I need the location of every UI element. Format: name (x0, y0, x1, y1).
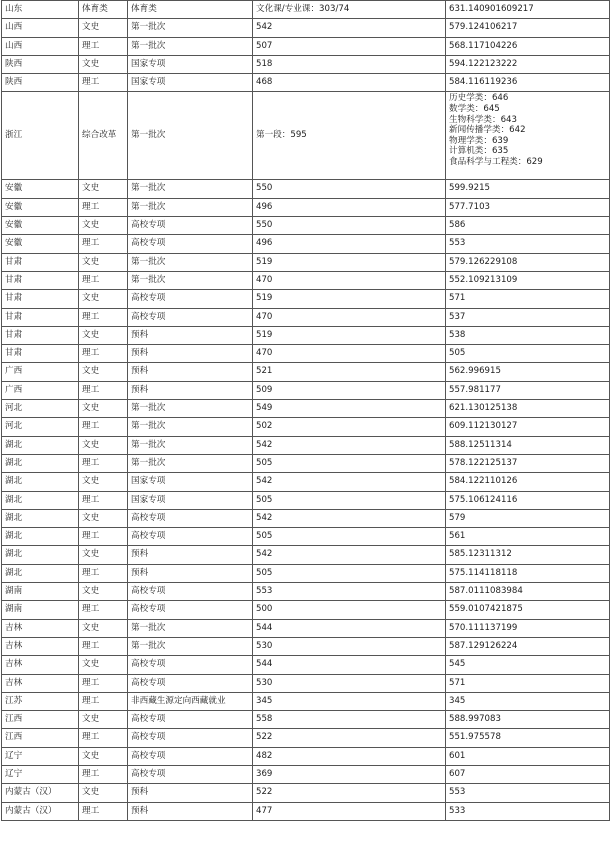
subject-type-cell: 理工 (79, 601, 128, 619)
province-cell: 湖北 (2, 528, 79, 546)
control-line-cell: 530 (253, 637, 446, 655)
province-cell: 江苏 (2, 692, 79, 710)
admission-score-cell: 584.122110126 (446, 473, 610, 491)
province-cell: 吉林 (2, 674, 79, 692)
province-cell: 内蒙古（汉） (2, 784, 79, 802)
table-row (2, 674, 610, 692)
admission-score-cell: 585.12311312 (446, 546, 610, 564)
table-row (2, 37, 610, 55)
table-row (2, 656, 610, 674)
admission-score-cell: 505 (446, 345, 610, 363)
batch-cell: 高校专项 (128, 729, 253, 747)
admission-score-cell: 607 (446, 765, 610, 783)
control-line-cell: 542 (253, 19, 446, 37)
batch-cell: 第一批次 (128, 198, 253, 216)
batch-cell: 第一批次 (128, 180, 253, 198)
table-row (2, 509, 610, 527)
control-line-cell: 468 (253, 74, 446, 92)
table-row (2, 345, 610, 363)
admission-score-cell: 588.997083 (446, 711, 610, 729)
admission-score-cell: 562.996915 (446, 363, 610, 381)
subject-type-cell: 体育类 (79, 1, 128, 19)
table-row (2, 418, 610, 436)
province-cell: 湖北 (2, 509, 79, 527)
batch-cell: 第一批次 (128, 92, 253, 180)
province-cell: 甘肃 (2, 308, 79, 326)
control-line-cell: 505 (253, 491, 446, 509)
subject-type-cell: 综合改革 (79, 92, 128, 180)
table-row (2, 436, 610, 454)
admission-score-cell: 579.126229108 (446, 253, 610, 271)
table-row (2, 217, 610, 235)
admission-score-cell: 552.109213109 (446, 271, 610, 289)
table-row (2, 253, 610, 271)
batch-cell: 高校专项 (128, 528, 253, 546)
table-row (2, 19, 610, 37)
table-row (2, 583, 610, 601)
control-line-cell: 518 (253, 55, 446, 73)
major-scores-cell (446, 92, 610, 180)
table-row (2, 198, 610, 216)
subject-type-cell: 文史 (79, 784, 128, 802)
control-line-cell: 519 (253, 326, 446, 344)
control-line-cell: 550 (253, 217, 446, 235)
province-cell: 江西 (2, 711, 79, 729)
control-line-cell: 509 (253, 381, 446, 399)
admission-score-table (1, 0, 610, 821)
province-cell: 甘肃 (2, 253, 79, 271)
admission-score-cell: 579 (446, 509, 610, 527)
admission-score-cell: 538 (446, 326, 610, 344)
major-score-line: 计算机类：635 (449, 146, 509, 157)
batch-cell: 第一批次 (128, 37, 253, 55)
batch-cell: 第一批次 (128, 400, 253, 418)
admission-score-cell: 588.12511314 (446, 436, 610, 454)
table-row (2, 290, 610, 308)
table-row (2, 619, 610, 637)
control-line-cell: 530 (253, 674, 446, 692)
subject-type-cell: 文史 (79, 217, 128, 235)
table-row (2, 473, 610, 491)
admission-score-cell: 561 (446, 528, 610, 546)
table-row (2, 55, 610, 73)
batch-cell: 高校专项 (128, 711, 253, 729)
table-row (2, 711, 610, 729)
batch-cell: 高校专项 (128, 674, 253, 692)
major-score-line: 生物科学类：643 (449, 114, 517, 125)
control-line-cell: 542 (253, 473, 446, 491)
admission-score-cell: 577.7103 (446, 198, 610, 216)
batch-cell: 预科 (128, 363, 253, 381)
control-line-cell: 542 (253, 509, 446, 527)
control-line-cell: 505 (253, 528, 446, 546)
subject-type-cell: 文史 (79, 711, 128, 729)
admission-score-cell: 545 (446, 656, 610, 674)
subject-type-cell: 文史 (79, 400, 128, 418)
subject-type-cell: 理工 (79, 74, 128, 92)
province-cell: 湖南 (2, 583, 79, 601)
province-cell: 甘肃 (2, 326, 79, 344)
province-cell: 山西 (2, 37, 79, 55)
subject-type-cell: 理工 (79, 308, 128, 326)
table-row (2, 454, 610, 472)
province-cell: 陕西 (2, 55, 79, 73)
table-row (2, 528, 610, 546)
admission-score-cell: 553 (446, 235, 610, 253)
province-cell: 广西 (2, 363, 79, 381)
major-score-line: 物理学类：639 (449, 135, 509, 146)
subject-type-cell: 理工 (79, 418, 128, 436)
control-line-cell: 496 (253, 198, 446, 216)
table-row (2, 747, 610, 765)
subject-type-cell: 文史 (79, 509, 128, 527)
subject-type-cell: 理工 (79, 802, 128, 820)
admission-score-cell: 575.114118118 (446, 564, 610, 582)
province-cell: 安徽 (2, 217, 79, 235)
subject-type-cell: 文史 (79, 473, 128, 491)
batch-cell: 第一批次 (128, 619, 253, 637)
admission-score-cell: 537 (446, 308, 610, 326)
admission-score-cell: 587.129126224 (446, 637, 610, 655)
table-row (2, 180, 610, 198)
batch-cell: 预科 (128, 802, 253, 820)
table-row (2, 491, 610, 509)
province-cell: 江西 (2, 729, 79, 747)
control-line-cell: 519 (253, 290, 446, 308)
province-cell: 湖北 (2, 546, 79, 564)
province-cell: 湖北 (2, 564, 79, 582)
table-row (2, 729, 610, 747)
table-row-zhejiang (2, 92, 610, 180)
province-cell: 河北 (2, 418, 79, 436)
control-line-cell: 519 (253, 253, 446, 271)
subject-type-cell: 文史 (79, 253, 128, 271)
subject-type-cell: 理工 (79, 345, 128, 363)
table-row (2, 235, 610, 253)
table-row (2, 1, 610, 19)
batch-cell: 预科 (128, 784, 253, 802)
province-cell: 湖北 (2, 436, 79, 454)
province-cell: 甘肃 (2, 271, 79, 289)
subject-type-cell: 理工 (79, 198, 128, 216)
subject-type-cell: 理工 (79, 491, 128, 509)
admission-score-cell: 601 (446, 747, 610, 765)
admission-score-cell: 587.0111083984 (446, 583, 610, 601)
admission-score-cell: 571 (446, 290, 610, 308)
batch-cell: 高校专项 (128, 235, 253, 253)
table-row (2, 546, 610, 564)
batch-cell: 高校专项 (128, 509, 253, 527)
table-row (2, 802, 610, 820)
control-line-cell: 542 (253, 546, 446, 564)
major-score-line: 新闻传播学类：642 (449, 125, 526, 136)
admission-score-cell: 557.981177 (446, 381, 610, 399)
control-line-cell: 522 (253, 729, 446, 747)
table-row (2, 564, 610, 582)
admission-score-cell: 609.112130127 (446, 418, 610, 436)
subject-type-cell: 文史 (79, 180, 128, 198)
subject-type-cell: 理工 (79, 692, 128, 710)
batch-cell: 第一批次 (128, 436, 253, 454)
province-cell: 吉林 (2, 619, 79, 637)
province-cell: 山西 (2, 19, 79, 37)
major-score-line: 数学类：645 (449, 104, 500, 115)
subject-type-cell: 文史 (79, 546, 128, 564)
subject-type-cell: 理工 (79, 37, 128, 55)
subject-type-cell: 文史 (79, 326, 128, 344)
province-cell: 甘肃 (2, 290, 79, 308)
batch-cell: 体育类 (128, 1, 253, 19)
table-row (2, 326, 610, 344)
province-cell: 山东 (2, 1, 79, 19)
control-line-cell: 482 (253, 747, 446, 765)
subject-type-cell: 理工 (79, 235, 128, 253)
batch-cell: 第一批次 (128, 454, 253, 472)
admission-score-cell: 586 (446, 217, 610, 235)
control-line-cell: 507 (253, 37, 446, 55)
province-cell: 甘肃 (2, 345, 79, 363)
control-line-cell: 544 (253, 656, 446, 674)
province-cell: 内蒙古（汉） (2, 802, 79, 820)
subject-type-cell: 理工 (79, 381, 128, 399)
admission-score-cell: 631.140901609217 (446, 1, 610, 19)
table-row (2, 637, 610, 655)
admission-score-cell: 568.117104226 (446, 37, 610, 55)
subject-type-cell: 文史 (79, 619, 128, 637)
control-line-cell: 345 (253, 692, 446, 710)
admission-score-cell: 621.130125138 (446, 400, 610, 418)
province-cell: 安徽 (2, 198, 79, 216)
subject-type-cell: 理工 (79, 637, 128, 655)
batch-cell: 高校专项 (128, 656, 253, 674)
control-line-cell: 544 (253, 619, 446, 637)
batch-cell: 高校专项 (128, 765, 253, 783)
control-line-cell: 477 (253, 802, 446, 820)
table-row (2, 692, 610, 710)
province-cell: 安徽 (2, 235, 79, 253)
table-row (2, 765, 610, 783)
admission-score-cell: 579.124106217 (446, 19, 610, 37)
admission-score-cell: 533 (446, 802, 610, 820)
table-row (2, 381, 610, 399)
control-line-cell: 500 (253, 601, 446, 619)
table-row (2, 308, 610, 326)
control-line-cell: 496 (253, 235, 446, 253)
batch-cell: 第一批次 (128, 418, 253, 436)
province-cell: 辽宁 (2, 747, 79, 765)
batch-cell: 高校专项 (128, 217, 253, 235)
control-line-cell: 522 (253, 784, 446, 802)
province-cell: 吉林 (2, 637, 79, 655)
control-line-cell: 558 (253, 711, 446, 729)
batch-cell: 高校专项 (128, 601, 253, 619)
control-line-cell: 369 (253, 765, 446, 783)
subject-type-cell: 理工 (79, 528, 128, 546)
subject-type-cell: 文史 (79, 55, 128, 73)
batch-cell: 高校专项 (128, 747, 253, 765)
subject-type-cell: 理工 (79, 271, 128, 289)
batch-cell: 预科 (128, 345, 253, 363)
province-cell: 湖北 (2, 473, 79, 491)
subject-type-cell: 理工 (79, 454, 128, 472)
subject-type-cell: 文史 (79, 436, 128, 454)
province-cell: 广西 (2, 381, 79, 399)
province-cell: 湖北 (2, 491, 79, 509)
batch-cell: 第一批次 (128, 271, 253, 289)
control-line-cell: 549 (253, 400, 446, 418)
province-cell: 浙江 (2, 92, 79, 180)
major-score-line: 食品科学与工程类：629 (449, 157, 543, 168)
control-line-cell: 文化课/专业课：303/74 (253, 1, 446, 19)
batch-cell: 预科 (128, 381, 253, 399)
batch-cell: 第一批次 (128, 637, 253, 655)
province-cell: 湖南 (2, 601, 79, 619)
admission-score-cell: 570.111137199 (446, 619, 610, 637)
batch-cell: 国家专项 (128, 473, 253, 491)
table-row (2, 601, 610, 619)
control-line-cell: 470 (253, 345, 446, 363)
control-line-cell: 542 (253, 436, 446, 454)
province-cell: 河北 (2, 400, 79, 418)
admission-score-cell: 345 (446, 692, 610, 710)
subject-type-cell: 理工 (79, 729, 128, 747)
control-line-cell: 第一段：595 (253, 92, 446, 180)
control-line-cell: 502 (253, 418, 446, 436)
admission-score-cell: 553 (446, 784, 610, 802)
subject-type-cell: 理工 (79, 674, 128, 692)
batch-cell: 预科 (128, 564, 253, 582)
subject-type-cell: 文史 (79, 19, 128, 37)
subject-type-cell: 理工 (79, 564, 128, 582)
province-cell: 辽宁 (2, 765, 79, 783)
admission-score-cell: 559.0107421875 (446, 601, 610, 619)
admission-score-cell: 594.122123222 (446, 55, 610, 73)
admission-score-cell: 575.106124116 (446, 491, 610, 509)
major-score-line: 历史学类：646 (449, 93, 509, 104)
batch-cell: 高校专项 (128, 290, 253, 308)
table-row (2, 363, 610, 381)
batch-cell: 预科 (128, 546, 253, 564)
admission-score-cell: 599.9215 (446, 180, 610, 198)
control-line-cell: 470 (253, 308, 446, 326)
batch-cell: 非西藏生源定向西藏就业 (128, 692, 253, 710)
table-row (2, 74, 610, 92)
subject-type-cell: 文史 (79, 656, 128, 674)
batch-cell: 国家专项 (128, 55, 253, 73)
batch-cell: 高校专项 (128, 308, 253, 326)
control-line-cell: 550 (253, 180, 446, 198)
control-line-cell: 553 (253, 583, 446, 601)
admission-score-cell: 584.116119236 (446, 74, 610, 92)
batch-cell: 第一批次 (128, 253, 253, 271)
province-cell: 湖北 (2, 454, 79, 472)
province-cell: 安徽 (2, 180, 79, 198)
table-row (2, 400, 610, 418)
batch-cell: 高校专项 (128, 583, 253, 601)
subject-type-cell: 文史 (79, 583, 128, 601)
admission-score-cell: 571 (446, 674, 610, 692)
admission-score-cell: 551.975578 (446, 729, 610, 747)
batch-cell: 国家专项 (128, 491, 253, 509)
subject-type-cell: 文史 (79, 363, 128, 381)
subject-type-cell: 理工 (79, 765, 128, 783)
subject-type-cell: 文史 (79, 747, 128, 765)
control-line-cell: 470 (253, 271, 446, 289)
control-line-cell: 521 (253, 363, 446, 381)
table-row (2, 784, 610, 802)
control-line-cell: 505 (253, 564, 446, 582)
subject-type-cell: 文史 (79, 290, 128, 308)
admission-score-cell: 578.122125137 (446, 454, 610, 472)
batch-cell: 第一批次 (128, 19, 253, 37)
batch-cell: 国家专项 (128, 74, 253, 92)
province-cell: 吉林 (2, 656, 79, 674)
batch-cell: 预科 (128, 326, 253, 344)
table-row (2, 271, 610, 289)
control-line-cell: 505 (253, 454, 446, 472)
province-cell: 陕西 (2, 74, 79, 92)
